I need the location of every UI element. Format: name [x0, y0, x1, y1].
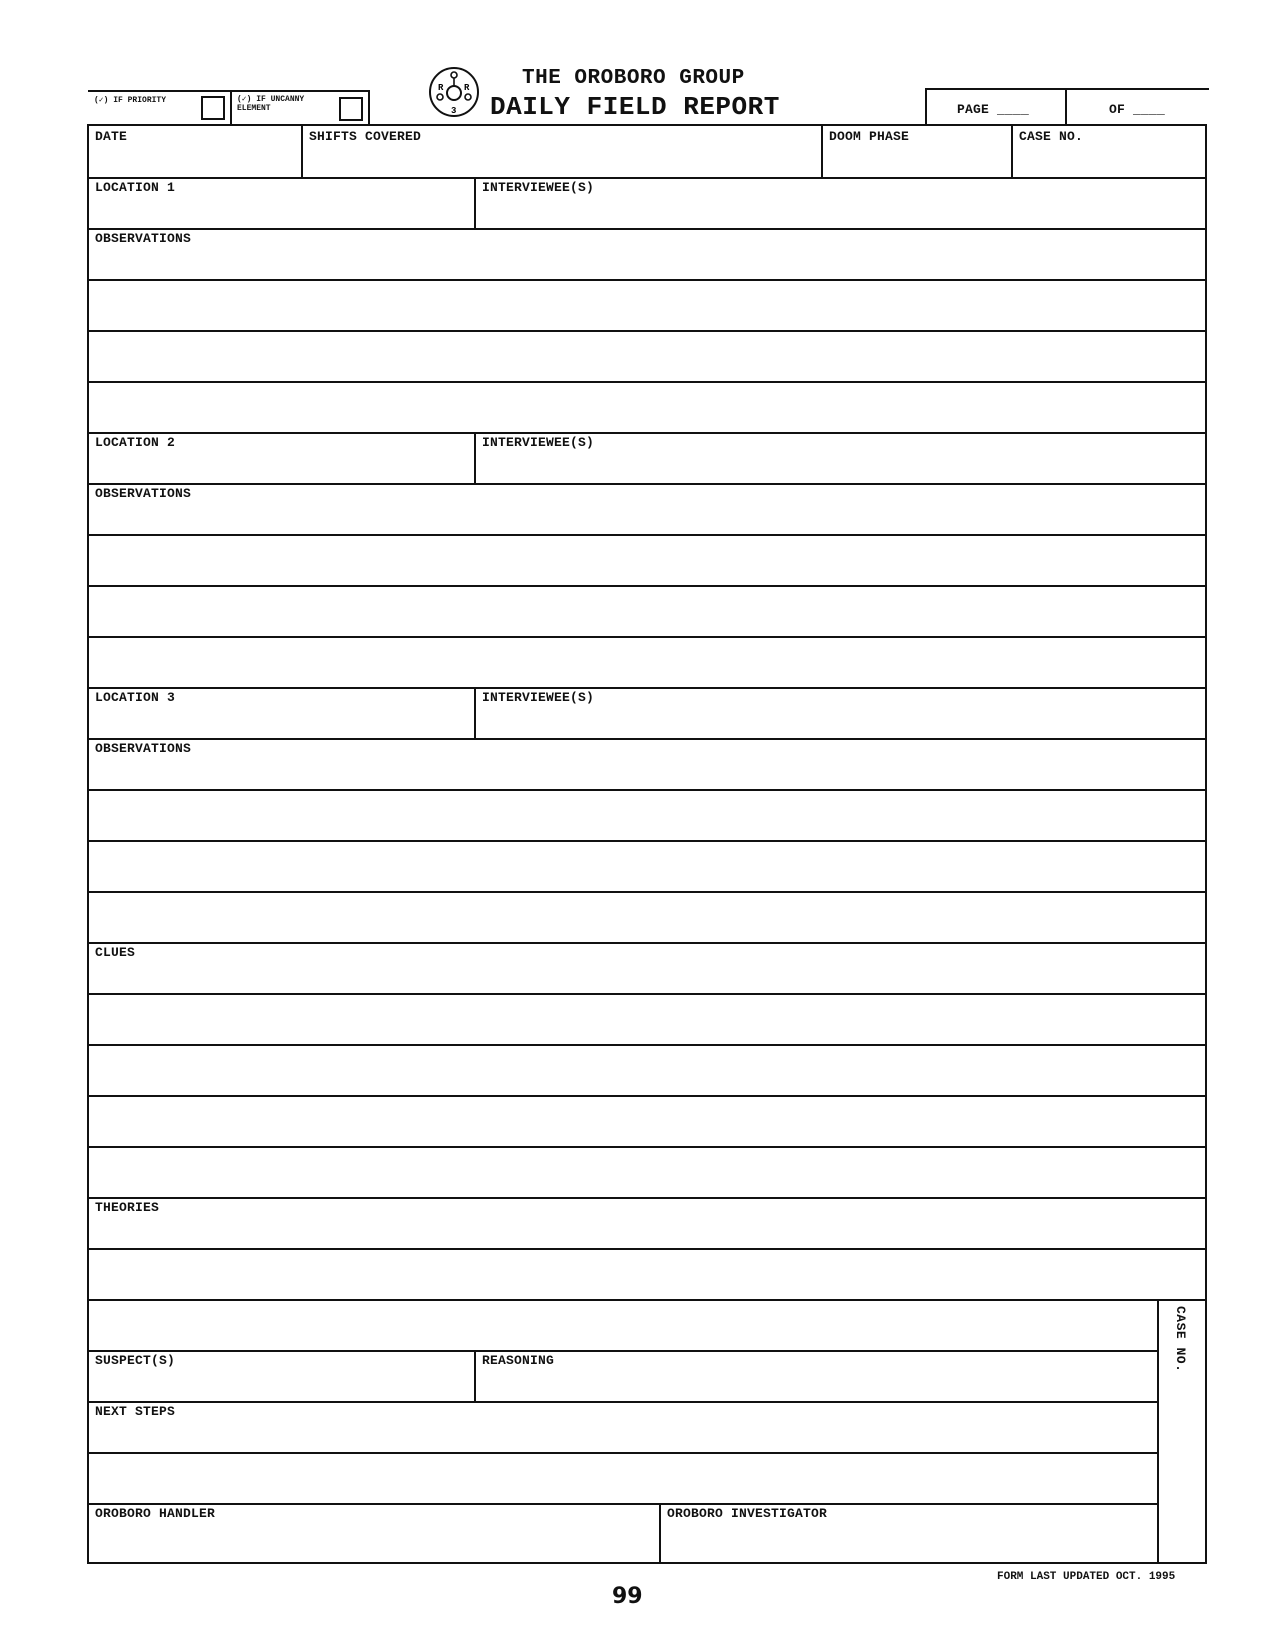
logo-letter-left: R [438, 83, 444, 93]
page-count-box [925, 88, 1209, 126]
date-field[interactable] [89, 126, 301, 177]
interviewees-1-field[interactable] [476, 179, 1205, 228]
interviewees-2-field[interactable] [476, 434, 1205, 483]
location-2-field[interactable] [89, 434, 474, 483]
clues-field[interactable] [89, 944, 1205, 1197]
theories-label: THEORIES [95, 1200, 160, 1215]
suspects-field[interactable] [89, 1352, 474, 1401]
uncanny-label-line2: ELEMENT [237, 104, 271, 113]
page-label[interactable]: PAGE ____ [957, 102, 1030, 117]
priority-checkbox[interactable] [201, 96, 225, 120]
of-label[interactable]: OF ____ [1109, 102, 1166, 117]
priority-field [88, 90, 232, 124]
location-1-field[interactable] [89, 179, 474, 228]
doom-phase-label: DOOM PHASE [829, 129, 910, 144]
location-3-label: LOCATION 3 [95, 690, 176, 705]
uncanny-label-line1: (✓) IF UNCANNY [237, 95, 305, 104]
date-label: DATE [95, 129, 128, 144]
doom-phase-field[interactable] [823, 126, 1011, 177]
shifts-covered-field[interactable] [303, 126, 821, 177]
uncanny-field [231, 90, 370, 124]
page-number: 99 [612, 1584, 643, 1609]
case-no-field[interactable] [1013, 126, 1205, 177]
org-name: THE OROBORO GROUP [522, 67, 745, 90]
observations-3-label: OBSERVATIONS [95, 741, 192, 756]
form-updated-note: FORM LAST UPDATED OCT. 1995 [997, 1571, 1176, 1583]
clues-label: CLUES [95, 945, 136, 960]
uncanny-checkbox[interactable] [339, 97, 363, 121]
form-title: DAILY FIELD REPORT [490, 92, 780, 122]
observations-1-label: OBSERVATIONS [95, 231, 192, 246]
interviewees-2-label: INTERVIEWEE(S) [482, 435, 595, 450]
handler-label: OROBORO HANDLER [95, 1506, 216, 1521]
interviewees-1-label: INTERVIEWEE(S) [482, 180, 595, 195]
report-form [87, 124, 1207, 1564]
handler-field[interactable] [89, 1505, 659, 1562]
location-1-label: LOCATION 1 [95, 180, 176, 195]
location-2-label: LOCATION 2 [95, 435, 176, 450]
suspects-label: SUSPECT(S) [95, 1353, 176, 1368]
reasoning-field[interactable] [476, 1352, 1157, 1401]
next-steps-label: NEXT STEPS [95, 1404, 176, 1419]
case-no-label: CASE NO. [1019, 129, 1084, 144]
interviewees-3-field[interactable] [476, 689, 1205, 738]
investigator-field[interactable] [661, 1505, 1157, 1562]
shifts-covered-label: SHIFTS COVERED [309, 129, 422, 144]
priority-label: (✓) IF PRIORITY [94, 96, 167, 105]
location-3-field[interactable] [89, 689, 474, 738]
interviewees-3-label: INTERVIEWEE(S) [482, 690, 595, 705]
theories-field[interactable] [89, 1199, 1205, 1350]
side-case-no-label: CASE NO. [1173, 1306, 1188, 1373]
observations-2-label: OBSERVATIONS [95, 486, 192, 501]
investigator-label: OROBORO INVESTIGATOR [667, 1506, 828, 1521]
oroboro-logo-icon [428, 66, 480, 118]
logo-letter-right: R [464, 83, 470, 93]
reasoning-label: REASONING [482, 1353, 555, 1368]
logo-letter-bottom: 3 [451, 106, 457, 116]
